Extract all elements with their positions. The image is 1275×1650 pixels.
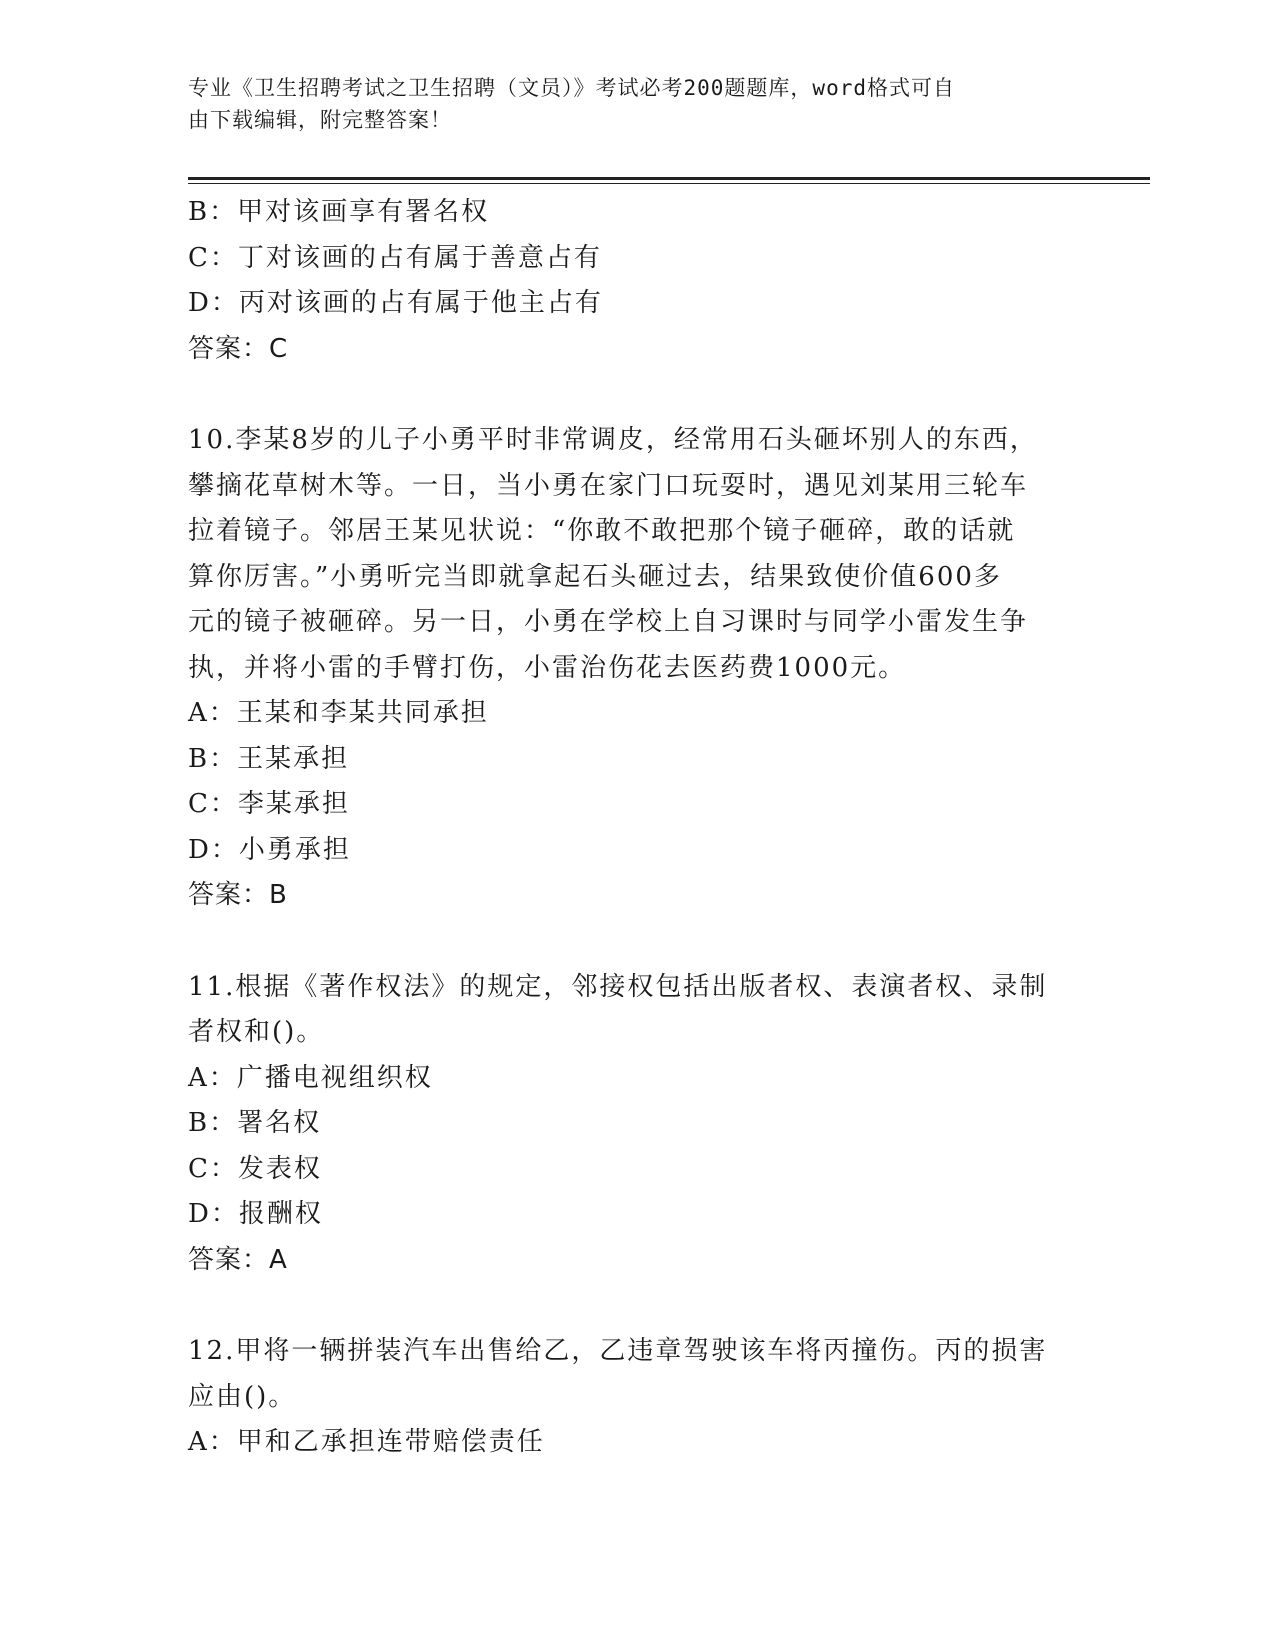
question-stem-line: 执，并将小雷的手臂打伤，小雷治伤花去医药费1000元。 [188, 652, 907, 683]
option-b: B：署名权 [188, 1108, 322, 1138]
question-stem-line: 拉着镜子。邻居王某见状说：“你敢不敢把那个镜子砸碎，敢的话就 [188, 516, 1016, 546]
option-a: A：甲和乙承担连带赔偿责任 [188, 1427, 545, 1457]
header-rule-thick [188, 177, 1150, 180]
option-c: C：发表权 [188, 1153, 322, 1184]
option-a: A：广播电视组织权 [188, 1062, 433, 1093]
option-c: C：李某承担 [188, 789, 350, 819]
question-11 [188, 965, 1088, 1284]
header-line: 专业《卫生招聘考试之卫生招聘（文员）》考试必考200题题库，word格式可自 [188, 76, 955, 100]
question-continued [188, 190, 1088, 372]
question-10 [188, 418, 1088, 919]
option-d: D：报酬权 [188, 1199, 323, 1229]
question-stem-line: 者权和()。 [188, 1017, 325, 1047]
question-12 [188, 1329, 1088, 1466]
option-a: A：王某和李某共同承担 [188, 698, 489, 728]
document-body [188, 190, 1088, 1466]
option-b: B：甲对该画享有署名权 [188, 197, 490, 227]
question-stem-line: 11.根据《著作权法》的规定，邻接权包括出版者权、表演者权、录制 [188, 971, 1048, 1002]
question-stem-line: 攀摘花草树木等。一日，当小勇在家门口玩耍时，遇见刘某用三轮车 [188, 470, 1029, 501]
option-d: D：丙对该画的占有属于他主占有 [188, 288, 603, 318]
header-rule-thin [188, 183, 1150, 184]
question-stem-line: 算你厉害。”小勇听完当即就拿起石头砸过去，结果致使价值600多 [188, 561, 1002, 592]
option-d: D：小勇承担 [188, 834, 351, 865]
document-header [188, 72, 1068, 136]
answer: 答案：B [188, 880, 288, 910]
option-c: C：丁对该画的占有属于善意占有 [188, 242, 602, 273]
question-stem-line: 应由()。 [188, 1381, 297, 1412]
answer: 答案：A [188, 1244, 288, 1275]
option-b: B：王某承担 [188, 743, 350, 774]
question-stem-line: 元的镜子被砸碎。另一日，小勇在学校上自习课时与同学小雷发生争 [188, 607, 1029, 637]
answer: 答案：C [188, 333, 289, 364]
question-stem-line: 10.李某8岁的儿子小勇平时非常调皮，经常用石头砸坏别人的东西， [188, 425, 1038, 455]
question-stem-line: 12.甲将一辆拼装汽车出售给乙，乙违章驾驶该车将丙撞伤。丙的损害 [188, 1336, 1048, 1366]
header-line: 由下载编辑，附完整答案！ [188, 108, 452, 132]
